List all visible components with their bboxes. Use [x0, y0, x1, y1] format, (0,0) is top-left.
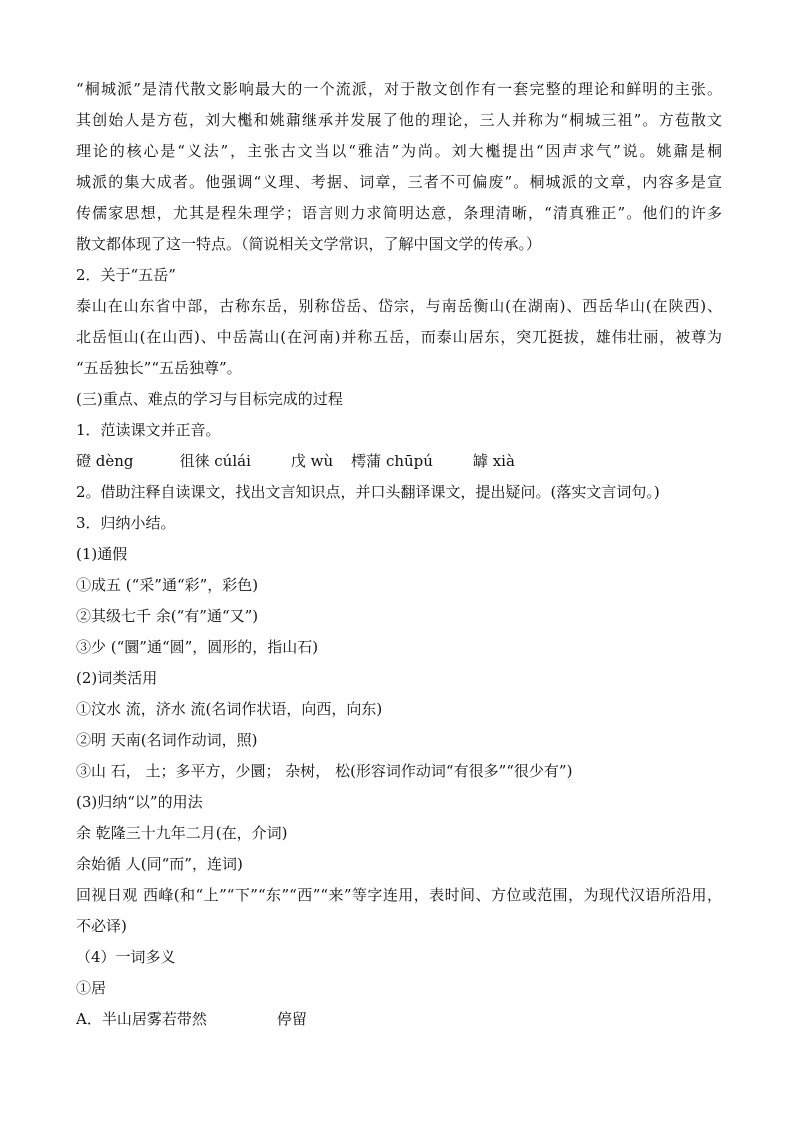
pronunciation-item: 戊 wù	[290, 452, 334, 470]
cilei-item: ②明 天南(名词作动词，照)	[76, 731, 258, 749]
yi-item: 余 乾隆三十九年二月(在，介词)	[76, 824, 288, 842]
document-page	[76, 74, 722, 1035]
text-line: 北岳恒山(在山西)、中岳嵩山(在河南)并称五岳，而泰山居东，突兀挺拔，雄伟壮丽，被尊为	[76, 328, 722, 346]
text-line: 传儒家思想，尤其是程朱理学；语言则力求简明达意，条理清晰，“清真雅正”。他们的许多	[76, 204, 722, 222]
duoyi-item	[76, 1004, 722, 1035]
tongjia-item: ③少 (“圜”通“圆”，圆形的，指山石)	[76, 638, 319, 656]
process-heading: (三)重点、难点的学习与目标完成的过程	[76, 390, 343, 408]
text-line: 城派的集大成者。他强调“义理、考据、词章，三者不可偏废”。桐城派的文章，内容多是宣	[76, 173, 722, 191]
wuyue-heading: 2．关于“五岳”	[76, 266, 176, 284]
pronunciation-list	[76, 446, 722, 477]
text-line: “桐城派”是清代散文影响最大的一个流派，对于散文创作有一套完整的理论和鲜明的主张。	[76, 80, 722, 98]
step-2: 2。借助注释自读课文，找出文言知识点，并口头翻译课文，提出疑问。(落实文言词句。)	[76, 483, 660, 501]
step-1: 1．范读课文并正音。	[76, 421, 221, 439]
cilei-heading: (2)词类活用	[76, 669, 158, 687]
tongjia-item: ②其级七千 余(“有”通“又”)	[76, 607, 259, 625]
yi-heading: (3)归纳“以”的用法	[76, 793, 203, 811]
tongjia-heading: (1)通假	[76, 545, 128, 563]
text-line: 泰山在山东省中部，古称东岳，别称岱岳、岱宗，与南岳衡山(在湖南)、西岳华山(在陕西)、	[76, 297, 722, 315]
yi-item: 余始循 人(同“而”，连词)	[76, 855, 243, 873]
duoyi-example: A．半山居雾若带然	[76, 1010, 207, 1028]
tongcheng-paragraph	[76, 74, 722, 260]
text-line: “五岳独长”“五岳独尊”。	[76, 359, 242, 377]
text-line: 其创始人是方苞，刘大櫆和姚鼐继承并发展了他的理论，三人并称为“桐城三祖”。方苞散文	[76, 111, 722, 129]
cilei-item: ①汶水 流，济水 流(名词作状语，向西，向东)	[76, 700, 383, 718]
duoyi-subheading: ①居	[76, 979, 107, 997]
pronunciation-item: 罅 xià	[472, 452, 515, 470]
yi-item-continued: 不必译)	[76, 917, 127, 935]
yi-item: 回视日观 西峰(和“上”“下”“东”“西”“来”等字连用，表时间、方位或范围，为现代汉语所沿用，	[76, 886, 722, 904]
text-line: 理论的核心是“义法”，主张古文当以“雅洁”为尚。刘大櫆提出“因声求气”说。姚鼐是桐	[76, 142, 722, 160]
step-3: 3．归纳小结。	[76, 514, 176, 532]
pronunciation-item: 磴 dèng	[76, 452, 134, 470]
wuyue-paragraph	[76, 291, 722, 384]
pronunciation-item: 徂徕 cúlái	[179, 452, 251, 470]
duoyi-meaning: 停留	[276, 1010, 307, 1028]
tongjia-item: ①成五 (“采”通“彩”，彩色)	[76, 576, 259, 594]
cilei-item: ③山 石， 土；多平方，少圜； 杂树， 松(形容词作动词“有很多”“很少有”)	[76, 762, 573, 780]
pronunciation-item: 樗蒲 chūpú	[351, 452, 433, 470]
text-line: 散文都体现了这一特点。（简说相关文学常识，了解中国文学的传承。）	[76, 235, 542, 253]
duoyi-heading: （4）一词多义	[76, 948, 176, 966]
